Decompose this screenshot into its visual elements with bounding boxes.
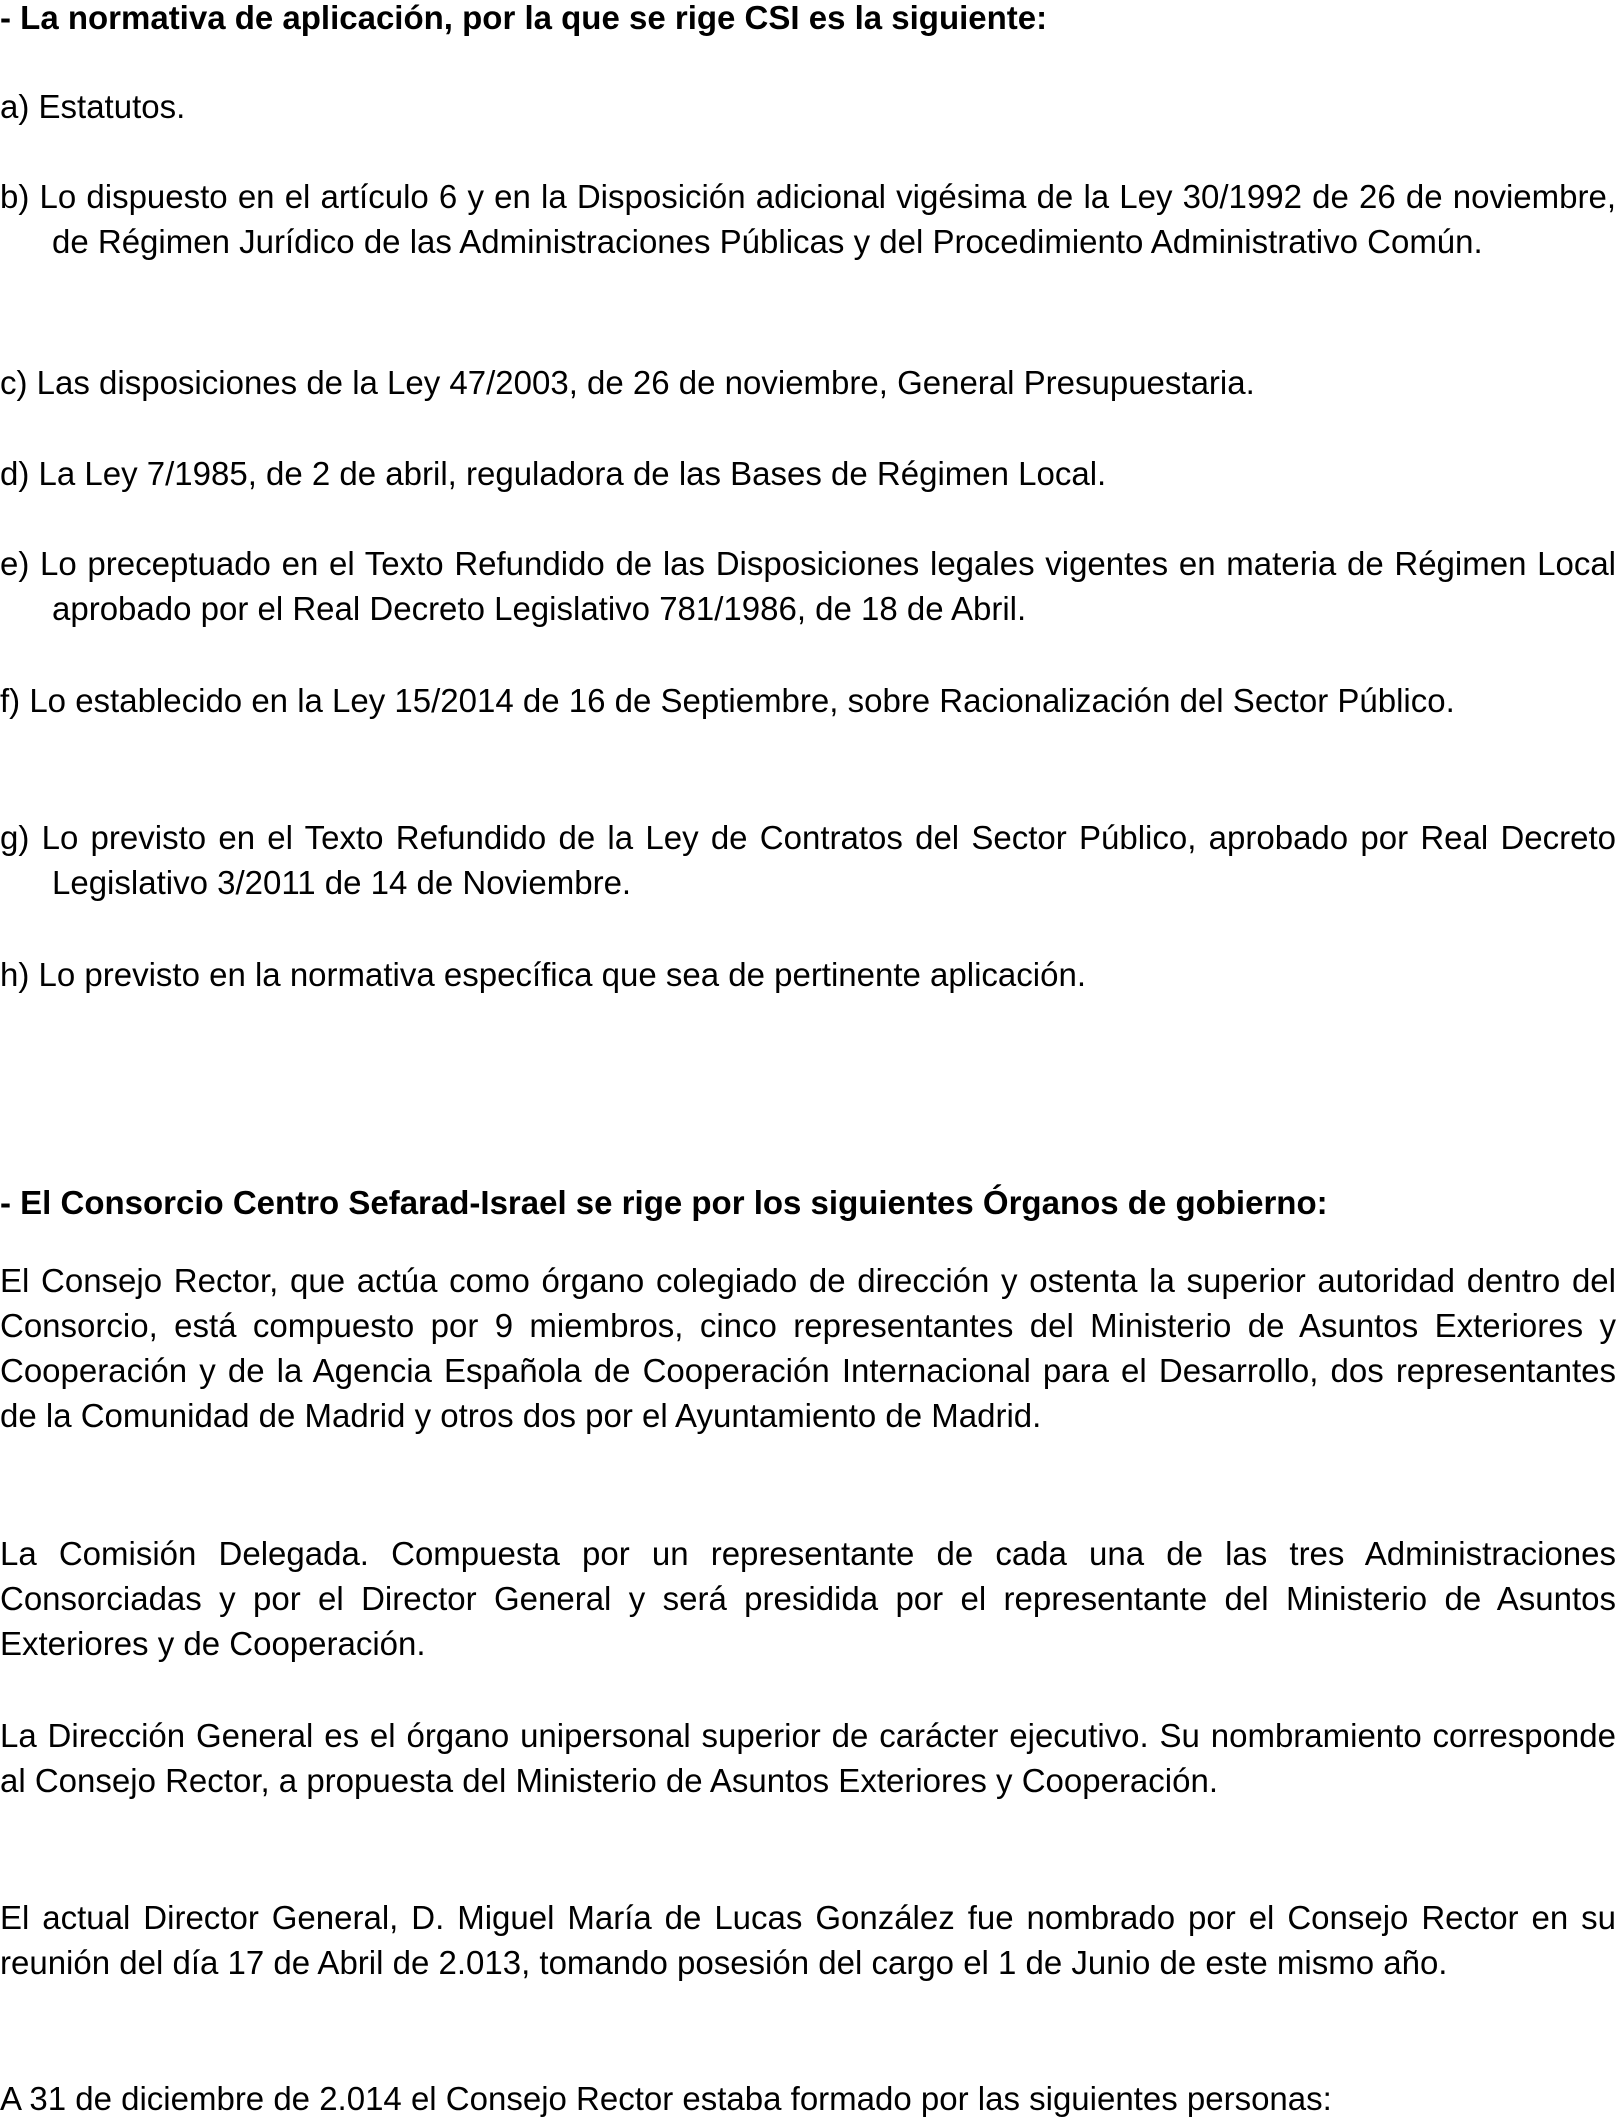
paragraph-director-actual: El actual Director General, D. Miguel María de Lucas González fue nombrado por el Consejo Rector en su reunión del día 17 de Abril de 2.013, tomando posesión del cargo el 1 de Junio de este mismo año. xyxy=(0,1899,1616,1981)
paragraph-consejo-rector: El Consejo Rector, que actúa como órgano colegiado de dirección y ostenta la superior autoridad dentro del Consorcio, está compuesto por 9 miembros, cinco representantes del Ministerio de Asuntos Exteriores y Cooperación y de la Agencia Española de Cooperación Internacional para el Desarrollo, dos representantes de la Comunidad de Madrid y otros dos por el Ayuntamiento de Madrid. xyxy=(0,1262,1616,1434)
list-item-g: g) Lo previsto en el Texto Refundido de la Ley de Contratos del Sector Público, aprobado por Real Decreto Legislativo 3/2011 de 14 de Noviembre. xyxy=(0,819,1616,901)
list-item-f: f) Lo establecido en la Ley 15/2014 de 16 de Septiembre, sobre Racionalización del Sector Público. xyxy=(0,682,1455,719)
section-heading-normativa: - La normativa de aplicación, por la que se rige CSI es la siguiente: xyxy=(0,0,1048,36)
paragraph-comision-delegada: La Comisión Delegada. Compuesta por un representante de cada una de las tres Administraciones Consorciadas y por el Director General y será presidida por el representante del Ministerio de Asuntos Exteriores y de Cooperación. xyxy=(0,1535,1616,1662)
list-item-a: a) Estatutos. xyxy=(0,88,186,125)
list-item-e: e) Lo preceptuado en el Texto Refundido de las Disposiciones legales vigentes en materia de Régimen Local aprobado por el Real Decreto Legislativo 781/1986, de 18 de Abril. xyxy=(0,545,1616,627)
paragraph-consejo-2014: A 31 de diciembre de 2.014 el Consejo Rector estaba formado por las siguientes personas: xyxy=(0,2080,1332,2117)
list-item-h: h) Lo previsto en la normativa específica que sea de pertinente aplicación. xyxy=(0,956,1086,993)
list-item-d: d) La Ley 7/1985, de 2 de abril, reguladora de las Bases de Régimen Local. xyxy=(0,455,1107,492)
section-heading-organos: - El Consorcio Centro Sefarad-Israel se rige por los siguientes Órganos de gobierno: xyxy=(0,1184,1328,1221)
list-item-c: c) Las disposiciones de la Ley 47/2003, de 26 de noviembre, General Presupuestaria. xyxy=(0,364,1255,401)
list-item-b: b) Lo dispuesto en el artículo 6 y en la Disposición adicional vigésima de la Ley 30/1992 de 26 de noviembre, de Régimen Jurídico de las Administraciones Públicas y del Procedimiento Administrativo Común. xyxy=(0,178,1616,260)
paragraph-direccion-general: La Dirección General es el órgano unipersonal superior de carácter ejecutivo. Su nombramiento corresponde al Consejo Rector, a propuesta del Ministerio de Asuntos Exteriores y Cooperación. xyxy=(0,1717,1616,1799)
